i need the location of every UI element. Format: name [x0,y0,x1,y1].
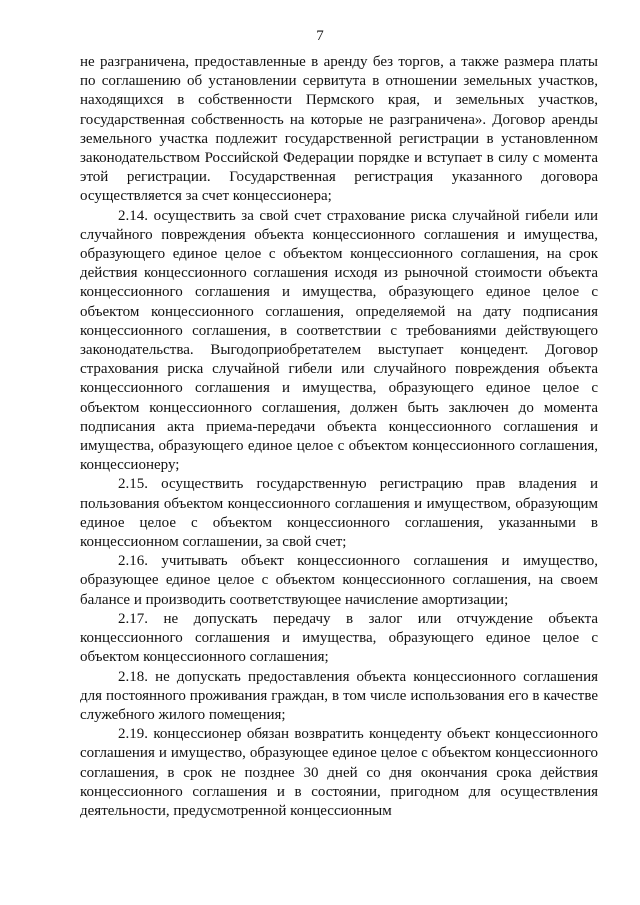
paragraph-2-18: 2.18. не допускать предоставления объекта концессионного соглашения для постоянного проживания граждан, в том числе использования его в качестве служебного жилого помещения; [80,668,598,723]
document-body [80,53,598,821]
paragraph-2-16: 2.16. учитывать объект концессионного соглашения и имущество, образующее единое целое с объектом концессионного соглашения, на своем балансе и производить соответствующее начисление амортизации; [80,553,598,608]
page-number: 7 [316,28,324,44]
paragraph-2-14: 2.14. осуществить за свой счет страхование риска случайной гибели или случайного повреждения объекта концессионного соглашения и имущества, образующего единое целое с объектом концессионного соглашения, на срок действия концессионного соглашения исходя из рыночной стоимости объекта концессионного соглашения и имущества, образующего единое целое с объектом концессионного соглашения, определяемой на дату подписания концессионного соглашения, в соответствии с требованиями действующего законодательства. Выгодоприобретателем выступает концедент. Договор страхования риска случайной гибели или случайного повреждения объекта концессионного соглашения и имущества, образующего единое целое с объектом концессионного соглашения, должен быть заключен до момента подписания акта приема-передачи объекта концессионного соглашения и имущества, образующего единое целое с объектом концессионного соглашения, концессионеру; [80,207,598,474]
paragraph-2-15: 2.15. осуществить государственную регистрацию прав владения и пользования объектом концессионного соглашения и имуществом, образующим единое целое с объектом концессионного соглашения, указанными в концессионном соглашении, за свой счет; [80,476,598,551]
paragraph-2-17: 2.17. не допускать передачу в залог или отчуждение объекта концессионного соглашения и имущества, образующего единое целое с объектом концессионного соглашения; [80,610,598,666]
paragraph-continuation: не разграничена, предоставленные в аренду без торгов, а также размера платы по соглашению об установлении сервитута в отношении земельных участков, находящихся в собственности Пермского края, и земельных участков, государственная собственность на которые не разграничена». Договор аренды земельного участка подлежит государственной регистрации в установленном законодательством Российской Федерации порядке и вступает в силу с момента этой регистрации. Государственная регистрация указанного договора осуществляется за счет концессионера; [80,54,598,205]
paragraph-2-19: 2.19. концессионер обязан возвратить концеденту объект концессионного соглашения и имущество, образующее единое целое с объектом концессионного соглашения, в срок не позднее 30 дней со дня окончания срока действия концессионного соглашения и в состоянии, пригодном для осуществления деятельности, предусмотренной концессионным [80,726,598,819]
